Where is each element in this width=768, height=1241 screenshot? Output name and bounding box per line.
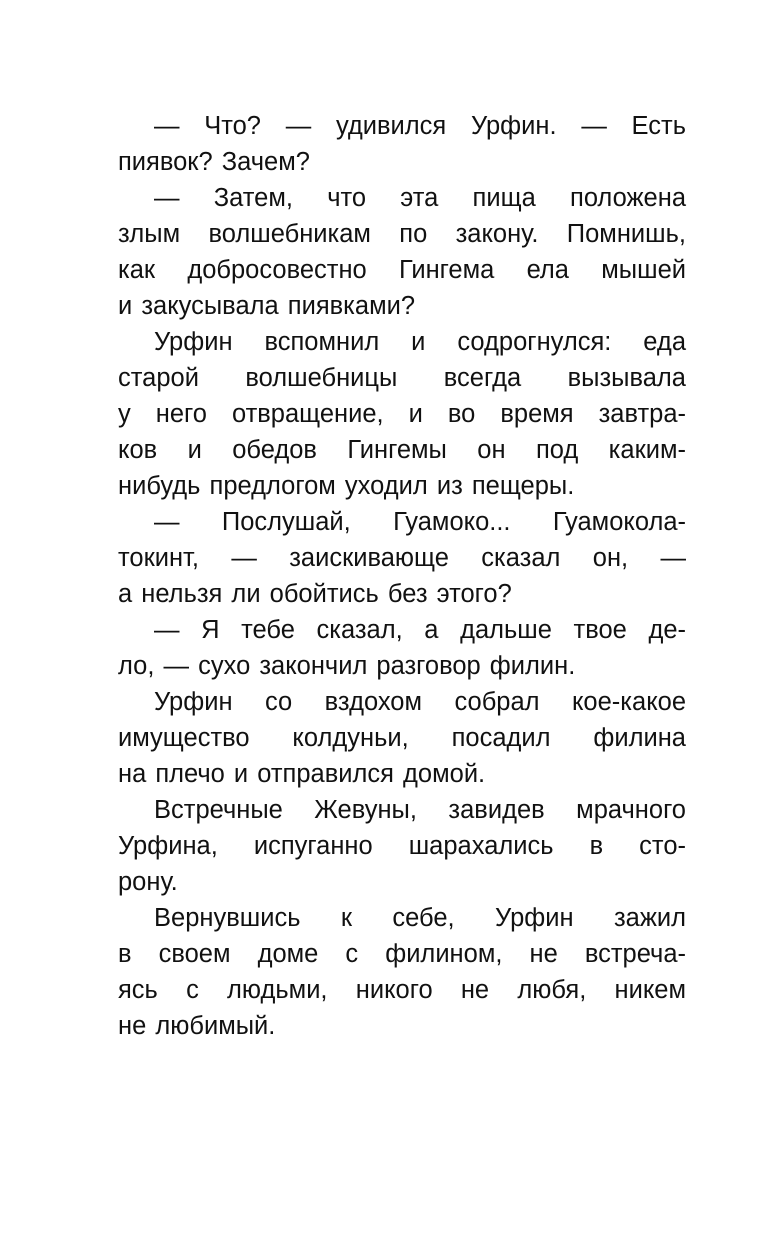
text-line: нибудь предлогом уходил из пещеры. (118, 472, 575, 500)
text-line: в своем доме с филином, не встреча- (118, 940, 686, 968)
text-line: — Послушай, Гуамоко... Гуамокола- (154, 508, 686, 536)
text-line: а нельзя ли обойтись без этого? (118, 580, 512, 608)
text-line: Урфин со вздохом собрал кое-какое (154, 688, 686, 716)
text-line: и закусывала пиявками? (118, 292, 416, 320)
text-line: имущество колдуньи, посадил филина (118, 724, 686, 752)
text-line: — Я тебе сказал, а дальше твое де- (154, 616, 686, 644)
text-line: пиявок? Зачем? (118, 148, 310, 176)
text-line: как добросовестно Гингема ела мышей (118, 256, 686, 284)
text-line: токинт, — заискивающе сказал он, — (118, 544, 686, 572)
text-line: — Затем, что эта пища положена (154, 184, 686, 212)
text-line: Урфин вспомнил и содрогнулся: еда (154, 328, 686, 356)
text-line: Вернувшись к себе, Урфин зажил (154, 904, 686, 932)
text-line: старой волшебницы всегда вызывала (118, 364, 686, 392)
text-line: ков и обедов Гингемы он под каким- (118, 436, 686, 464)
text-line: ясь с людьми, никого не любя, никем (118, 976, 686, 1004)
text-line: не любимый. (118, 1012, 276, 1040)
text-line: злым волшебникам по закону. Помнишь, (118, 220, 686, 248)
text-line: рону. (118, 868, 178, 896)
text-line: у него отвращение, и во время завтра- (118, 400, 686, 428)
text-line: Урфина, испуганно шарахались в сто- (118, 832, 686, 860)
text-line: — Что? — удивился Урфин. — Есть (154, 112, 686, 140)
text-line: Встречные Жевуны, завидев мрачного (154, 796, 686, 824)
page-body-text (118, 108, 686, 1044)
text-line: на плечо и отправился домой. (118, 760, 486, 788)
text-line: ло, — сухо закончил разговор филин. (118, 652, 576, 680)
